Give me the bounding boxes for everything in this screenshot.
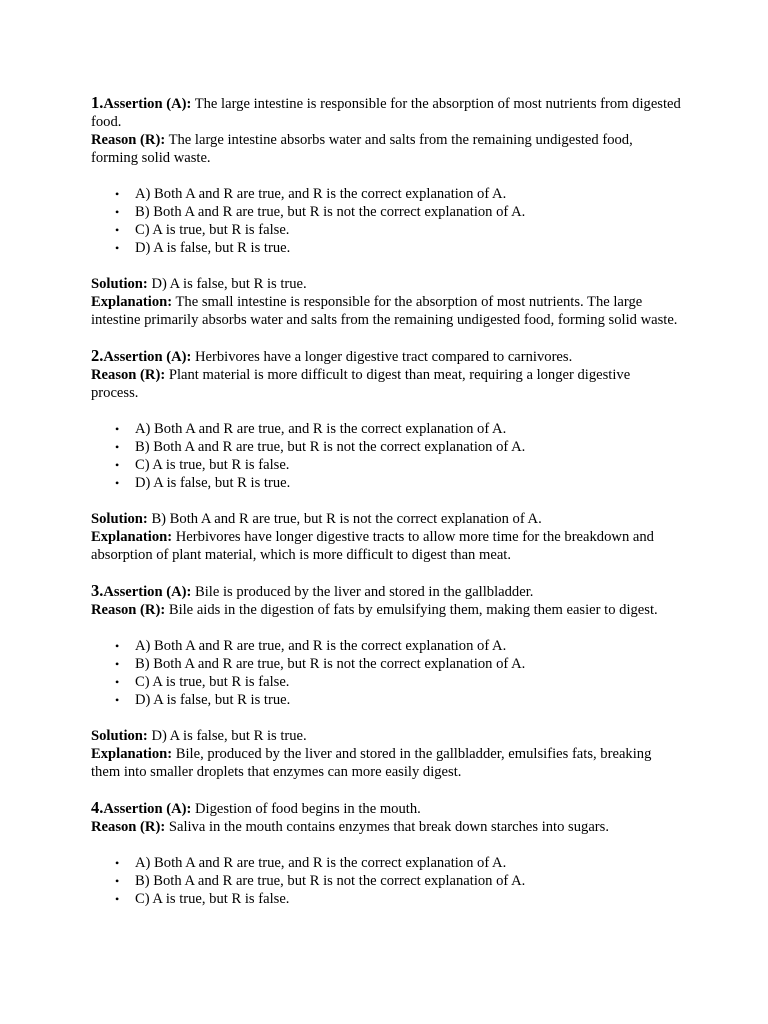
explanation-line bbox=[91, 528, 681, 564]
bullet-icon: • bbox=[115, 874, 120, 888]
bullet-icon: • bbox=[115, 639, 120, 653]
reason-label: Reason (R): bbox=[91, 602, 166, 618]
question-number: 1. bbox=[91, 93, 104, 112]
reason-label: Reason (R): bbox=[91, 819, 166, 835]
option-b: • B) Both A and R are true, but R is not the correct explanation of A. bbox=[115, 204, 526, 220]
explanation-line bbox=[91, 745, 681, 781]
bullet-icon: • bbox=[115, 675, 120, 689]
options-list bbox=[91, 420, 681, 492]
assertion-line bbox=[91, 347, 681, 366]
bullet-icon: • bbox=[115, 241, 120, 255]
reason-line bbox=[91, 131, 681, 167]
options-list bbox=[91, 185, 681, 257]
solution-text: D) A is false, but R is true. bbox=[151, 728, 307, 744]
bullet-icon: • bbox=[115, 892, 120, 906]
bullet-icon: • bbox=[115, 458, 120, 472]
solution-line bbox=[91, 727, 681, 745]
option-b: • B) Both A and R are true, but R is not the correct explanation of A. bbox=[115, 873, 526, 889]
assertion-text: The large intestine is responsible for the absorption of most nutrients from digested food. bbox=[91, 96, 681, 130]
option-d: • D) A is false, but R is true. bbox=[115, 475, 291, 491]
assertion-text: Digestion of food begins in the mouth. bbox=[194, 801, 421, 817]
assertion-line bbox=[91, 582, 681, 601]
explanation-label: Explanation: bbox=[91, 294, 173, 310]
question-3 bbox=[91, 582, 681, 781]
bullet-icon: • bbox=[115, 223, 120, 237]
question-number: 3. bbox=[91, 581, 104, 600]
question-4 bbox=[91, 799, 681, 908]
explanation-text: Bile, produced by the liver and stored in the gallbladder, emulsifies fats, breaking them into smaller droplets that enzymes can more easily digest. bbox=[91, 746, 652, 780]
reason-text: Bile aids in the digestion of fats by emulsifying them, making them easier to digest. bbox=[168, 602, 658, 618]
bullet-icon: • bbox=[115, 187, 120, 201]
reason-line bbox=[91, 818, 681, 836]
question-1 bbox=[91, 94, 681, 329]
solution-label: Solution: bbox=[91, 728, 148, 744]
solution-line bbox=[91, 510, 681, 528]
assertion-text: Herbivores have a longer digestive tract compared to carnivores. bbox=[194, 349, 573, 365]
reason-label: Reason (R): bbox=[91, 132, 166, 148]
assertion-line bbox=[91, 799, 681, 818]
assertion-label: Assertion (A): bbox=[103, 349, 192, 365]
reason-label: Reason (R): bbox=[91, 367, 166, 383]
assertion-label: Assertion (A): bbox=[103, 96, 192, 112]
option-a: • A) Both A and R are true, and R is the correct explanation of A. bbox=[115, 855, 507, 871]
assertion-label: Assertion (A): bbox=[103, 801, 192, 817]
assertion-text: Bile is produced by the liver and stored in the gallbladder. bbox=[194, 584, 534, 600]
bullet-icon: • bbox=[115, 657, 120, 671]
reason-text: The large intestine absorbs water and salts from the remaining undigested food, forming solid waste. bbox=[91, 132, 633, 166]
reason-text: Saliva in the mouth contains enzymes that break down starches into sugars. bbox=[168, 819, 609, 835]
solution-line bbox=[91, 275, 681, 293]
option-c: • C) A is true, but R is false. bbox=[115, 457, 290, 473]
option-a: • A) Both A and R are true, and R is the correct explanation of A. bbox=[115, 421, 507, 437]
explanation-line bbox=[91, 293, 681, 329]
explanation-label: Explanation: bbox=[91, 529, 173, 545]
option-d: • D) A is false, but R is true. bbox=[115, 692, 291, 708]
document-body bbox=[91, 94, 681, 926]
question-number: 2. bbox=[91, 346, 104, 365]
question-number: 4. bbox=[91, 798, 104, 817]
solution-label: Solution: bbox=[91, 511, 148, 527]
reason-line bbox=[91, 601, 681, 619]
explanation-label: Explanation: bbox=[91, 746, 173, 762]
bullet-icon: • bbox=[115, 205, 120, 219]
assertion-label: Assertion (A): bbox=[103, 584, 192, 600]
bullet-icon: • bbox=[115, 422, 120, 436]
option-b: • B) Both A and R are true, but R is not the correct explanation of A. bbox=[115, 439, 526, 455]
option-c: • C) A is true, but R is false. bbox=[115, 674, 290, 690]
options-list bbox=[91, 637, 681, 709]
assertion-line bbox=[91, 94, 681, 131]
option-c: • C) A is true, but R is false. bbox=[115, 891, 290, 907]
option-a: • A) Both A and R are true, and R is the correct explanation of A. bbox=[115, 186, 507, 202]
option-a: • A) Both A and R are true, and R is the correct explanation of A. bbox=[115, 638, 507, 654]
solution-text: D) A is false, but R is true. bbox=[151, 276, 307, 292]
bullet-icon: • bbox=[115, 856, 120, 870]
reason-text: Plant material is more difficult to digest than meat, requiring a longer digestive process. bbox=[91, 367, 631, 401]
explanation-text: The small intestine is responsible for the absorption of most nutrients. The large intestine primarily absorbs water and salts from the remaining undigested food, forming solid waste. bbox=[91, 294, 678, 328]
reason-line bbox=[91, 366, 681, 402]
solution-text: B) Both A and R are true, but R is not the correct explanation of A. bbox=[151, 511, 542, 527]
option-c: • C) A is true, but R is false. bbox=[115, 222, 290, 238]
solution-label: Solution: bbox=[91, 276, 148, 292]
bullet-icon: • bbox=[115, 440, 120, 454]
bullet-icon: • bbox=[115, 476, 120, 490]
option-d: • D) A is false, but R is true. bbox=[115, 240, 291, 256]
explanation-text: Herbivores have longer digestive tracts to allow more time for the breakdown and absorption of plant material, which is more difficult to digest than meat. bbox=[91, 529, 654, 563]
option-b: • B) Both A and R are true, but R is not the correct explanation of A. bbox=[115, 656, 526, 672]
bullet-icon: • bbox=[115, 693, 120, 707]
question-2 bbox=[91, 347, 681, 564]
options-list bbox=[91, 854, 681, 908]
